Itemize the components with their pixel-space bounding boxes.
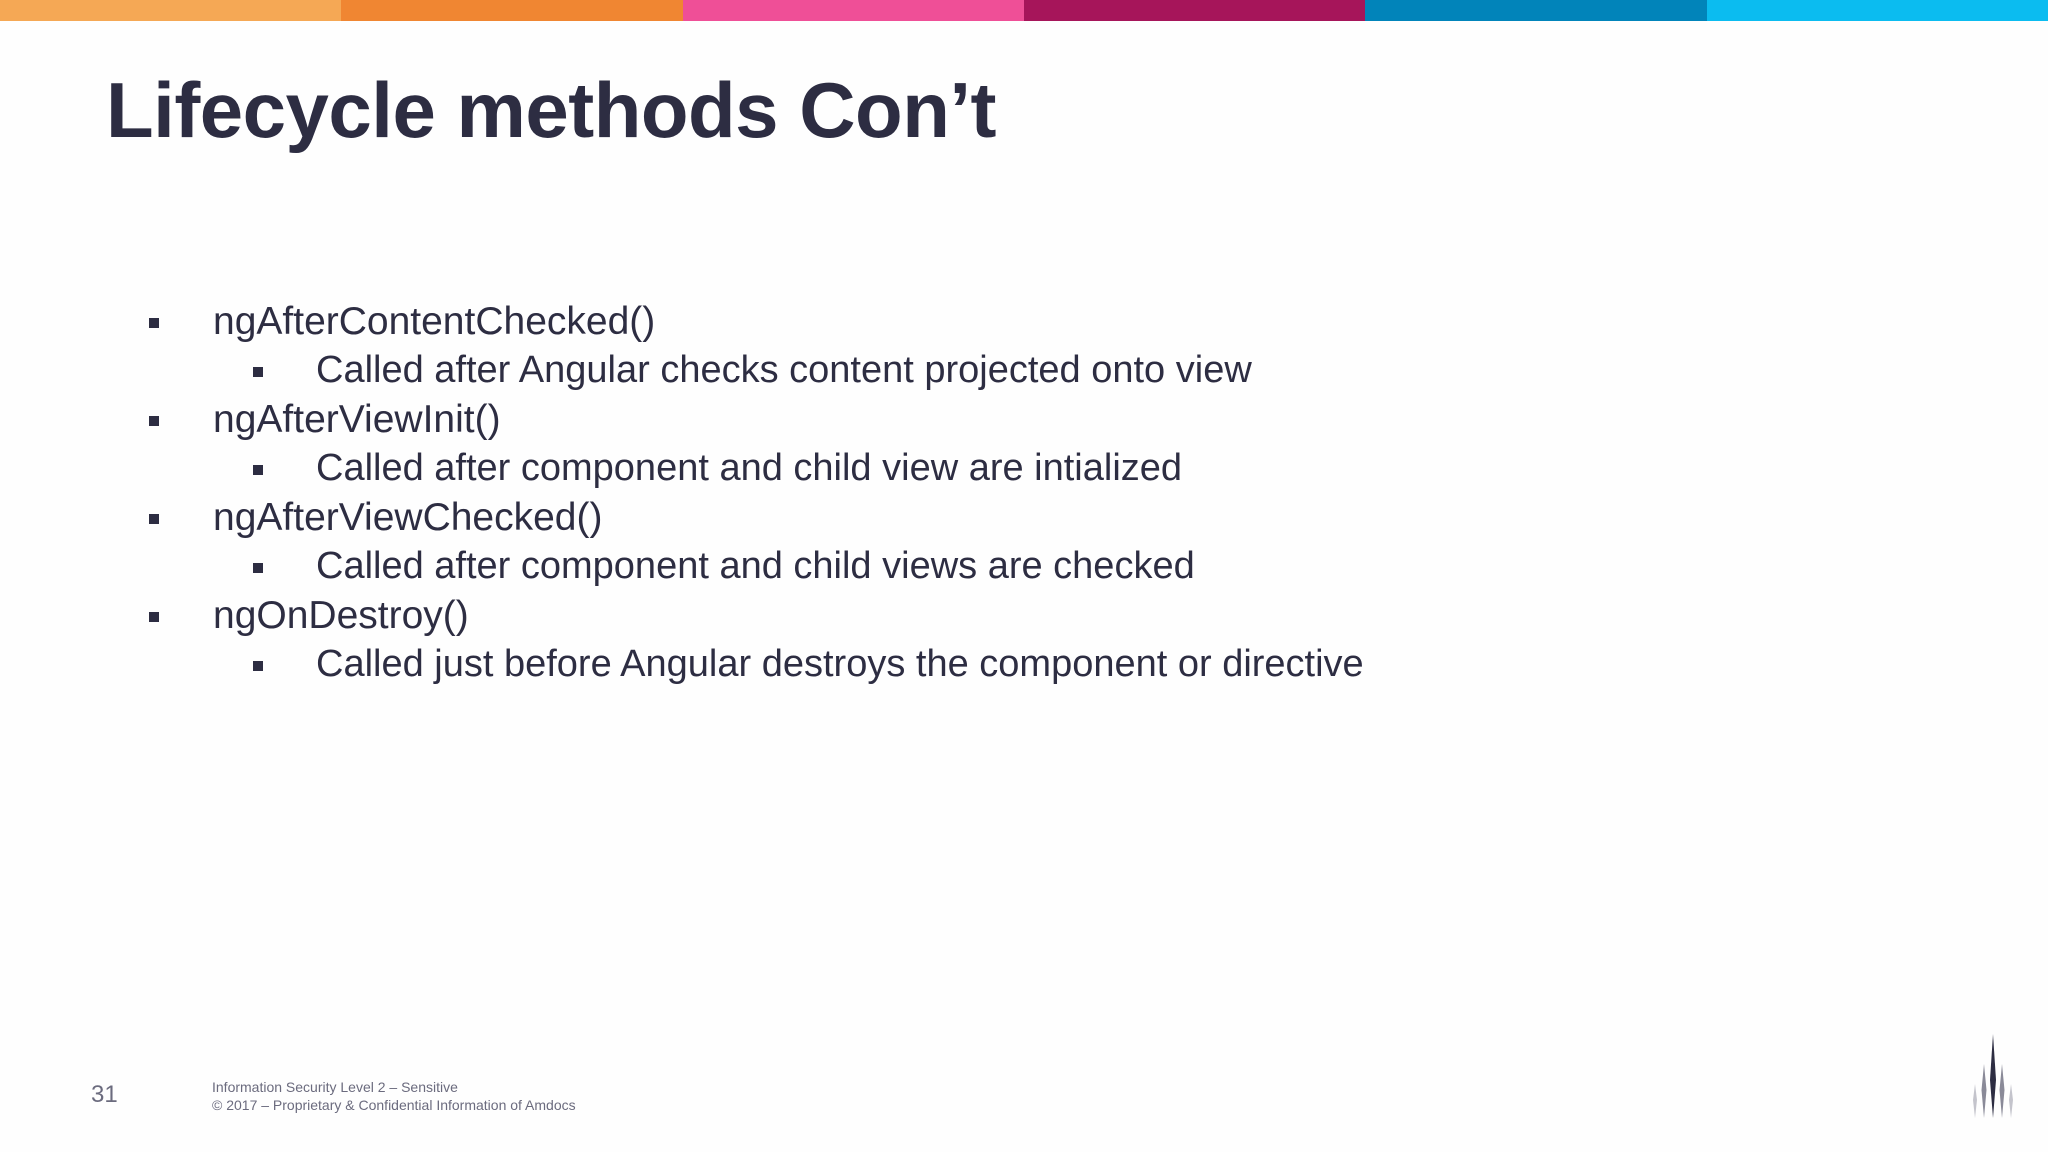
list-item bbox=[0, 591, 2048, 640]
bullet-square-icon bbox=[253, 465, 263, 475]
method-description: Called after Angular checks content projected onto view bbox=[316, 349, 1252, 391]
amdocs-logo-icon bbox=[1970, 1034, 2016, 1118]
stripe-segment bbox=[341, 0, 682, 21]
method-description: Called just before Angular destroys the component or directive bbox=[316, 643, 1364, 685]
list-item bbox=[0, 297, 2048, 346]
method-description: Called after component and child view are intialized bbox=[316, 447, 1183, 489]
stripe-segment bbox=[1707, 0, 2048, 21]
list-item bbox=[0, 640, 2048, 689]
bullet-square-icon bbox=[149, 318, 159, 328]
stripe-segment bbox=[1024, 0, 1365, 21]
bullet-square-icon bbox=[149, 514, 159, 524]
bullet-square-icon bbox=[253, 563, 263, 573]
slide-title: Lifecycle methods Con’t bbox=[106, 66, 996, 154]
list-item bbox=[0, 346, 2048, 395]
top-color-stripe bbox=[0, 0, 2048, 21]
bullet-list bbox=[0, 297, 2048, 689]
bullet-square-icon bbox=[149, 416, 159, 426]
list-item bbox=[0, 444, 2048, 493]
footer-security-level: Information Security Level 2 – Sensitive bbox=[212, 1079, 458, 1095]
bullet-square-icon bbox=[149, 612, 159, 622]
method-description: Called after component and child views are checked bbox=[316, 545, 1195, 587]
footer-notice bbox=[212, 1078, 576, 1114]
list-item bbox=[0, 493, 2048, 542]
list-item bbox=[0, 395, 2048, 444]
stripe-segment bbox=[1365, 0, 1706, 21]
bullet-square-icon bbox=[253, 367, 263, 377]
method-name: ngAfterContentChecked() bbox=[213, 300, 656, 343]
page-number: 31 bbox=[91, 1081, 118, 1108]
stripe-segment bbox=[0, 0, 341, 21]
method-name: ngAfterViewInit() bbox=[213, 398, 501, 441]
method-name: ngOnDestroy() bbox=[213, 594, 469, 637]
stripe-segment bbox=[683, 0, 1024, 21]
method-name: ngAfterViewChecked() bbox=[213, 496, 603, 539]
list-item bbox=[0, 542, 2048, 591]
bullet-square-icon bbox=[253, 661, 263, 671]
footer-copyright: © 2017 – Proprietary & Confidential Information of Amdocs bbox=[212, 1097, 576, 1113]
